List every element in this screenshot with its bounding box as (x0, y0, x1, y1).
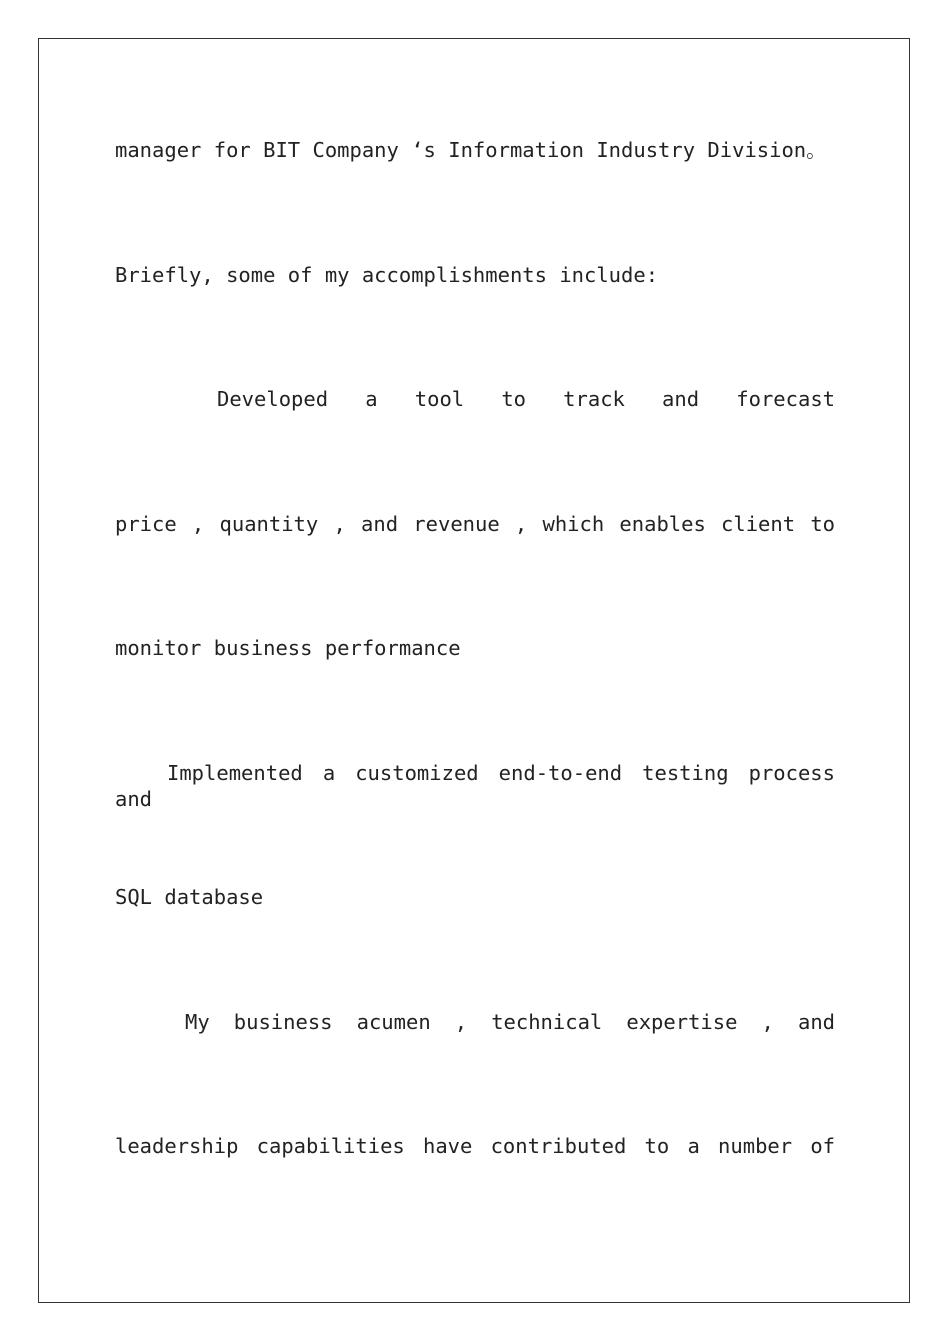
text-line-3: Developed a tool to track and forecast (217, 387, 835, 411)
text-line-9: leadership capabilities have contributed to a number of (115, 1134, 835, 1158)
text-line-6: Implemented a customized end-to-end testing process and (115, 761, 835, 811)
text-line-2: Briefly, some of my accomplishments include: (115, 263, 659, 287)
text-line-4: price , quantity , and revenue , which enables client to (115, 512, 835, 536)
page-frame (38, 38, 910, 1303)
text-line-1: manager for BIT Company ‘s Information Industry Division。 (115, 138, 827, 162)
text-line-5: monitor business performance (115, 636, 461, 660)
text-line-8: My business acumen , technical expertise , and (185, 1010, 835, 1034)
text-line-7: SQL database (115, 885, 264, 909)
